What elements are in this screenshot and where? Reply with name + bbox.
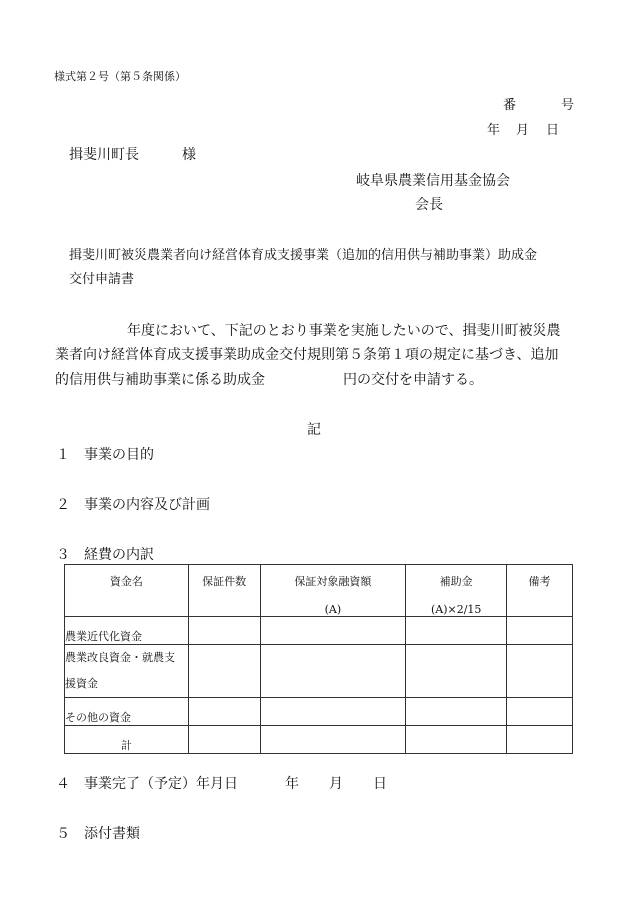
table-row [65,726,573,754]
header-fund-name: 資金名 [65,565,189,617]
doc-number-label: 番 [503,98,517,113]
cell-guarantee-count[interactable] [188,617,260,645]
document-title-line2: 交付申請書 [69,272,135,287]
cell-guaranteed-amount[interactable] [260,698,406,726]
doc-number-suffix: 号 [561,98,575,113]
cell-guarantee-count[interactable] [188,698,260,726]
date-day-label: 日 [546,123,560,138]
cell-guaranteed-amount[interactable] [260,726,406,754]
applicant-organization: 岐阜県農業信用基金協会 [356,173,510,189]
row-label-total: 計 [65,726,189,754]
header-guarantee-count: 保証件数 [188,565,260,617]
date-year-label: 年 [487,123,501,138]
cell-guaranteed-amount[interactable] [260,617,406,645]
cell-guaranteed-amount[interactable] [260,645,406,698]
item-content: ２ 事業の内容及び計画 [56,497,210,513]
completion-day-label: 日 [373,776,387,792]
date-month-label: 月 [516,123,530,138]
row-label: 農業改良資金・就農支 援資金 [65,645,189,698]
addressee-suffix: 様 [182,147,196,163]
ki-heading: 記 [307,422,321,438]
cell-subsidy[interactable] [406,726,507,754]
cost-breakdown-table [64,564,573,754]
header-remarks: 備考 [507,565,573,617]
row-label: 農業近代化資金 [65,617,189,645]
body-line-3: 的信用供与補助事業に係る助成金 [55,372,265,388]
table-row [65,698,573,726]
item-completion: ４ 事業完了（予定）年月日 [56,776,238,792]
body-line-3-end: 円の交付を申請する。 [343,372,483,388]
document-title-line1: 揖斐川町被災農業者向け経営体育成支援事業（追加的信用供与補助事業）助成金 [69,248,538,263]
cell-subsidy[interactable] [406,645,507,698]
form-number: 様式第２号（第５条関係） [54,70,186,83]
completion-month-label: 月 [329,776,343,792]
cell-guarantee-count[interactable] [188,726,260,754]
addressee: 揖斐川町長 [69,147,139,163]
cell-remarks[interactable] [507,617,573,645]
table-row [65,617,573,645]
item-purpose: １ 事業の目的 [56,447,154,463]
completion-year-label: 年 [285,776,299,792]
cell-remarks[interactable] [507,645,573,698]
applicant-title: 会長 [415,197,443,213]
item-breakdown: ３ 経費の内訳 [56,547,154,563]
body-line-1: 年度において、下記のとおり事業を実施したいので、揖斐川町被災農 [127,323,561,339]
table-row [65,645,573,698]
cell-guarantee-count[interactable] [188,645,260,698]
body-line-2: 業者向け経営体育成支援事業助成金交付規則第５条第１項の規定に基づき、追加 [55,347,559,363]
cell-subsidy[interactable] [406,698,507,726]
cell-remarks[interactable] [507,726,573,754]
cell-subsidy[interactable] [406,617,507,645]
cell-remarks[interactable] [507,698,573,726]
table-header-row [65,565,573,617]
header-guaranteed-amount: 保証対象融資額 (A) [260,565,406,617]
row-label: その他の資金 [65,698,189,726]
header-subsidy: 補助金 (A)×2/15 [406,565,507,617]
item-attachments: ５ 添付書類 [56,826,140,842]
